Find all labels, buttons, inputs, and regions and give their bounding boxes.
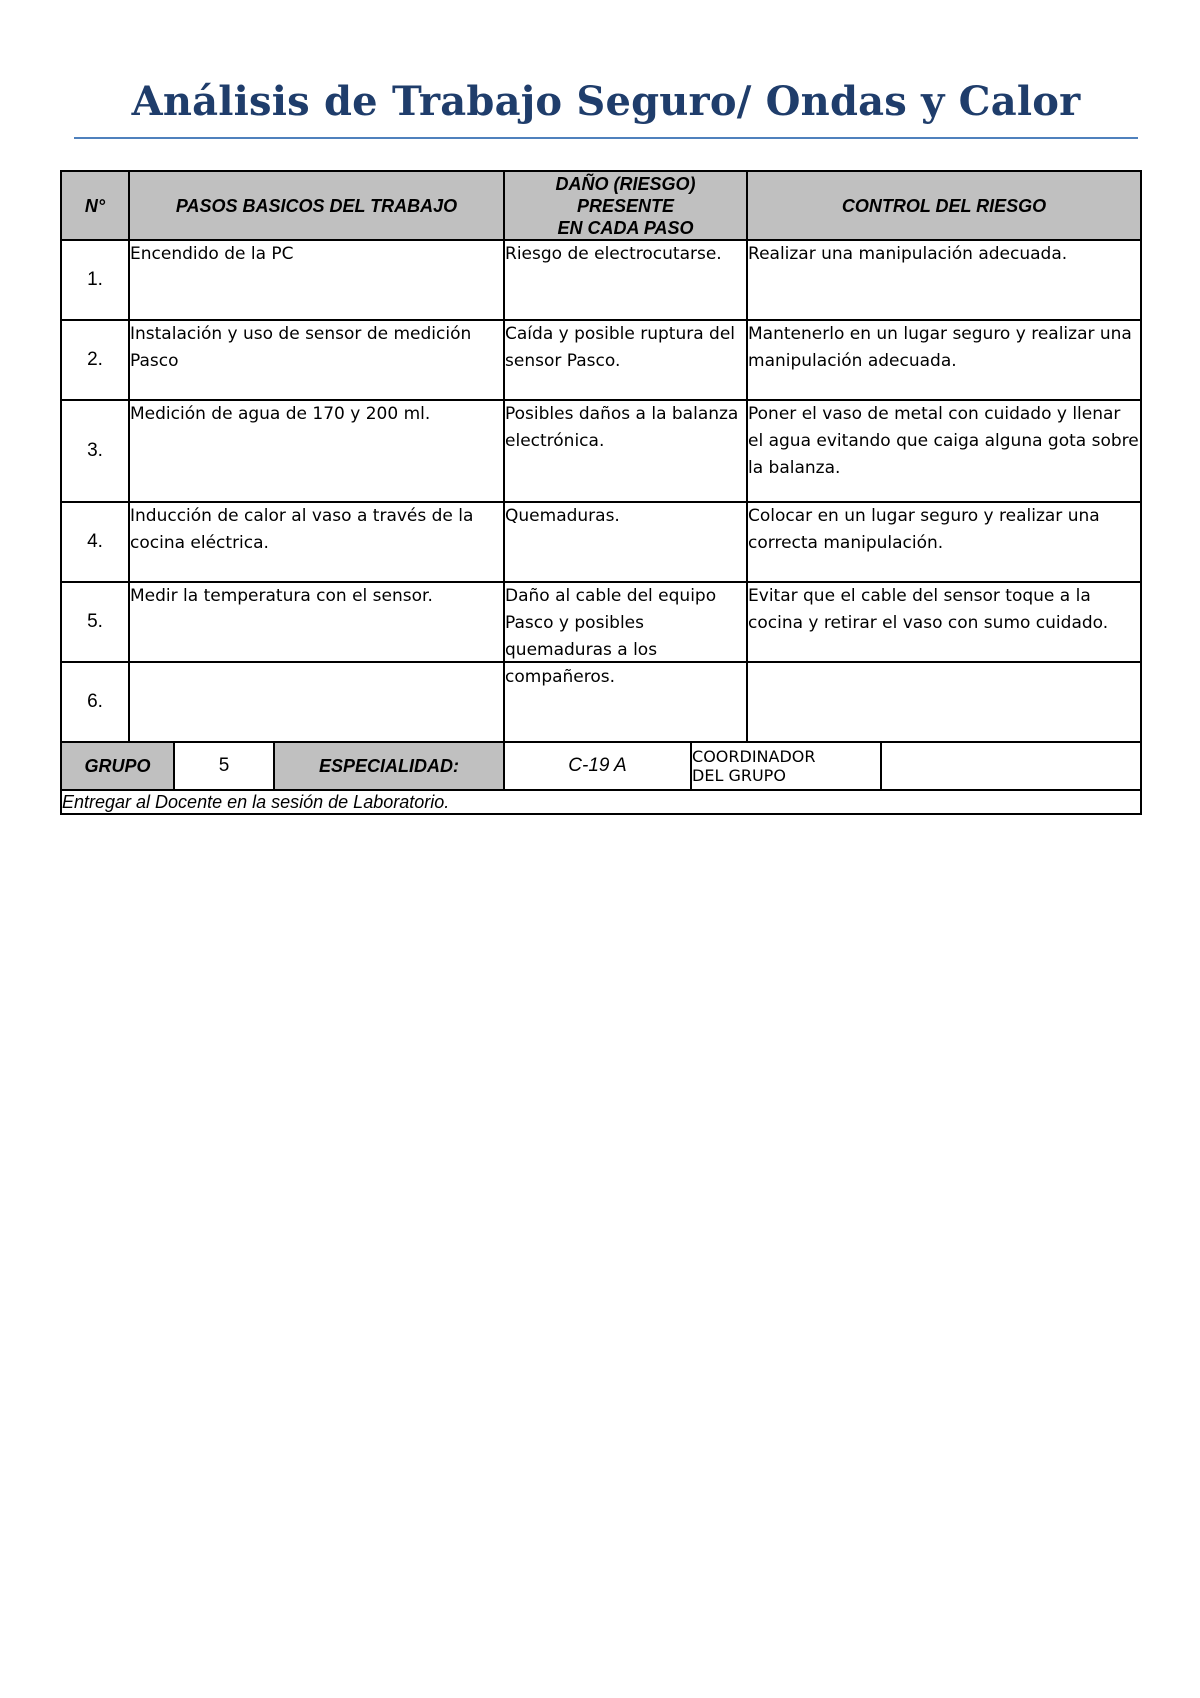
control-cell bbox=[747, 582, 1141, 662]
row-number: 5. bbox=[61, 582, 129, 662]
step-text: Medición de agua de 170 y 200 ml. bbox=[130, 404, 431, 424]
risk-text: Riesgo de electrocutarse. bbox=[505, 244, 722, 264]
step-cell bbox=[129, 582, 504, 662]
document-title: Análisis de Trabajo Seguro/ Ondas y Calor bbox=[131, 78, 1081, 125]
table-row bbox=[61, 582, 1141, 662]
step-cell bbox=[129, 240, 504, 320]
coordinator-label-line1: COORDINADOR bbox=[692, 747, 816, 766]
control-cell bbox=[747, 502, 1141, 582]
step-text: Instalación y uso de sensor de medición Pasco bbox=[130, 324, 472, 371]
row-number: 3. bbox=[61, 400, 129, 502]
control-text: Realizar una manipulación adecuada. bbox=[748, 244, 1068, 264]
step-cell bbox=[129, 400, 504, 502]
coordinator-label-line2: DEL GRUPO bbox=[692, 766, 786, 785]
control-text: Mantenerlo en un lugar seguro y realizar una manipulación adecuada. bbox=[748, 324, 1132, 371]
table-row bbox=[61, 320, 1141, 400]
table-row bbox=[61, 502, 1141, 582]
specialty-label: ESPECIALIDAD: bbox=[274, 742, 504, 790]
header-number: N° bbox=[61, 171, 129, 240]
control-text: Evitar que el cable del sensor toque a la cocina y retirar el vaso con sumo cuidado. bbox=[748, 586, 1109, 633]
header-control: CONTROL DEL RIESGO bbox=[747, 171, 1141, 240]
header-risk-line1: DAÑO (RIESGO) PRESENTE bbox=[555, 173, 696, 216]
risk-text: Quemaduras. bbox=[505, 506, 620, 526]
step-cell bbox=[129, 320, 504, 400]
specialty-value: C-19 A bbox=[504, 742, 691, 790]
control-cell bbox=[747, 400, 1141, 502]
risk-text: Daño al cable del equipo Pasco y posibles quemaduras a los compañeros. bbox=[505, 586, 717, 687]
row-number: 2. bbox=[61, 320, 129, 400]
risk-cell bbox=[504, 240, 747, 320]
step-cell bbox=[129, 662, 504, 742]
control-cell bbox=[747, 662, 1141, 742]
step-text: Inducción de calor al vaso a través de la cocina eléctrica. bbox=[130, 506, 474, 553]
coordinator-block bbox=[691, 742, 1141, 790]
coordinator-value bbox=[882, 743, 1140, 789]
control-cell bbox=[747, 320, 1141, 400]
header-steps: PASOS BASICOS DEL TRABAJO bbox=[129, 171, 504, 240]
row-number: 1. bbox=[61, 240, 129, 320]
note-row bbox=[61, 790, 1141, 814]
footer-row bbox=[61, 742, 1141, 790]
risk-text: Posibles daños a la balanza electrónica. bbox=[505, 404, 739, 451]
control-cell bbox=[747, 240, 1141, 320]
row-number: 4. bbox=[61, 502, 129, 582]
risk-cell bbox=[504, 582, 747, 687]
risk-text: Caída y posible ruptura del sensor Pasco. bbox=[505, 324, 736, 371]
header-risk-line2: EN CADA PASO bbox=[557, 217, 694, 238]
table-row bbox=[61, 240, 1141, 320]
table-row bbox=[61, 400, 1141, 502]
step-text: Medir la temperatura con el sensor. bbox=[130, 586, 433, 606]
risk-cell bbox=[504, 400, 747, 502]
group-label: GRUPO bbox=[61, 742, 174, 790]
coordinator-label bbox=[692, 743, 882, 789]
submission-note: Entregar al Docente en la sesión de Laboratorio. bbox=[61, 790, 1141, 814]
risk-cell bbox=[504, 320, 747, 400]
step-cell bbox=[129, 502, 504, 582]
step-text: Encendido de la PC bbox=[130, 244, 294, 264]
row-number: 6. bbox=[61, 662, 129, 742]
header-row bbox=[61, 171, 1141, 240]
control-text: Poner el vaso de metal con cuidado y llenar el agua evitando que caiga alguna gota sobre la balanza. bbox=[748, 404, 1139, 478]
header-risk bbox=[504, 171, 747, 240]
risk-cell bbox=[504, 502, 747, 582]
title-underline bbox=[74, 137, 1138, 139]
group-value: 5 bbox=[174, 742, 274, 790]
control-text: Colocar en un lugar seguro y realizar una correcta manipulación. bbox=[748, 506, 1100, 553]
safety-analysis-table bbox=[60, 170, 1142, 815]
